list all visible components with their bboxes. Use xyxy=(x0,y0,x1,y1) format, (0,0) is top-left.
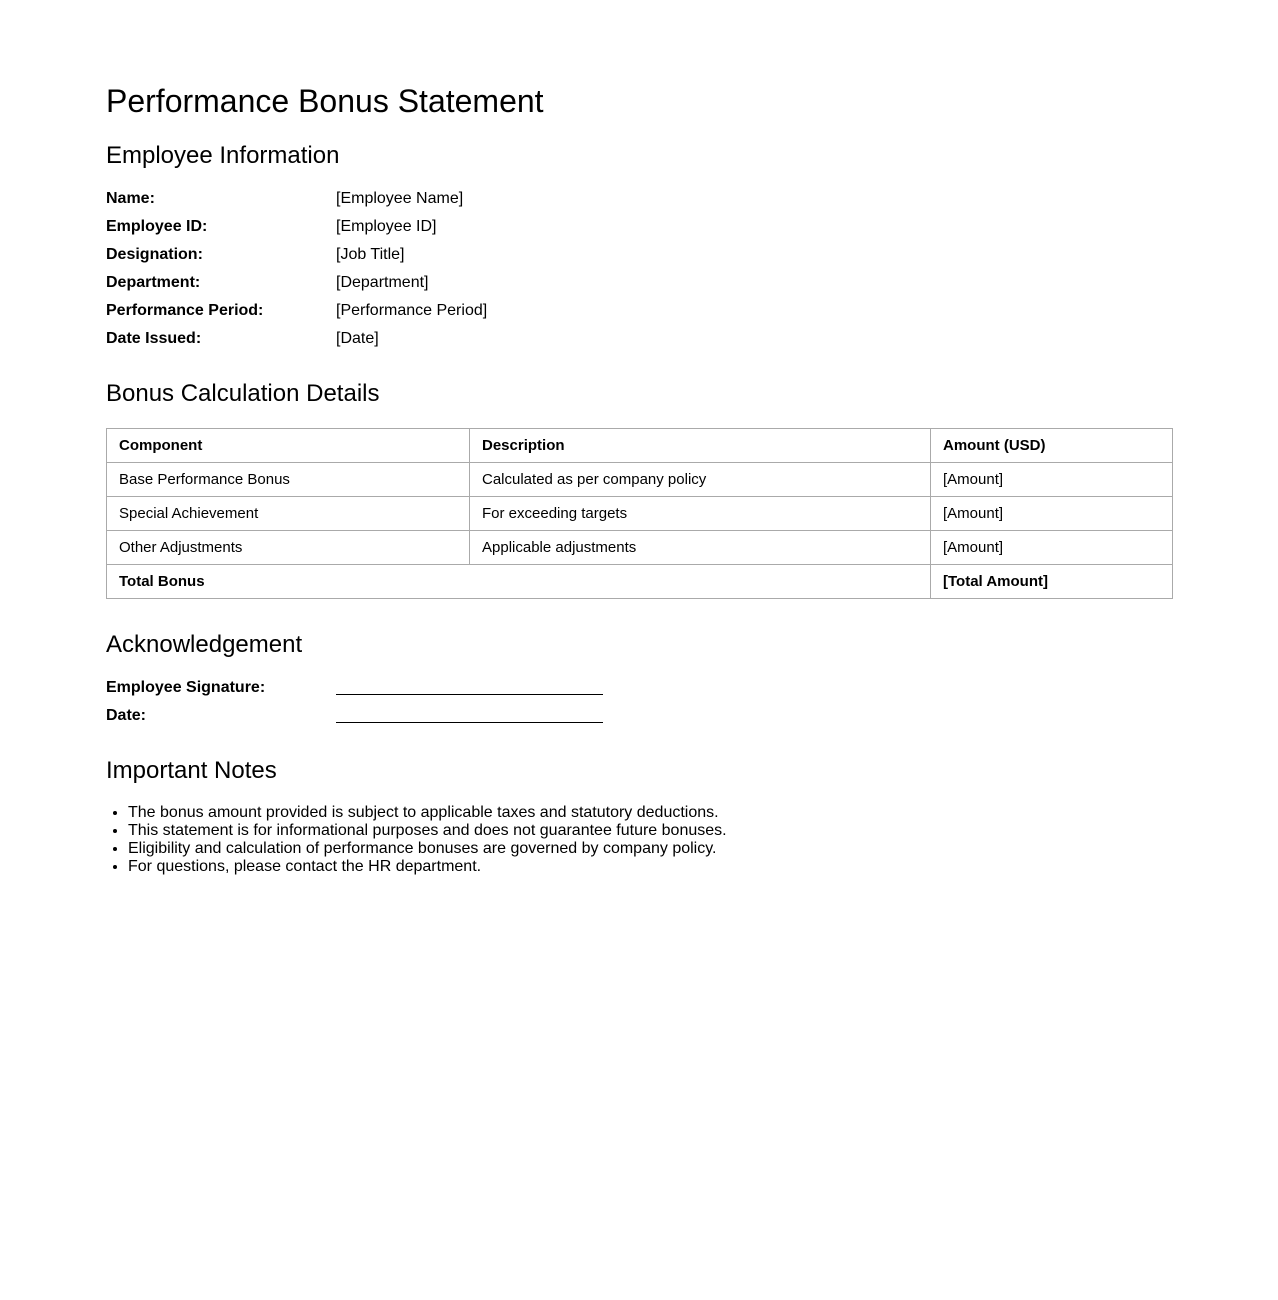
info-value: [Job Title] xyxy=(336,246,405,263)
signature-label: Employee Signature: xyxy=(106,679,266,696)
info-label: Name: xyxy=(106,190,155,207)
info-label: Department: xyxy=(106,274,201,291)
info-row-date-issued xyxy=(106,329,706,357)
table-cell-description: Applicable adjustments xyxy=(470,531,931,565)
info-label: Performance Period: xyxy=(106,302,264,319)
info-value: [Performance Period] xyxy=(336,302,488,319)
table-cell-component: Base Performance Bonus xyxy=(107,463,470,497)
list-item: • Eligibility and calculation of performance bonuses are governed by company policy. xyxy=(128,840,727,858)
table-cell-amount: [Amount] xyxy=(931,497,1173,531)
table-row xyxy=(107,463,1173,497)
info-label: Employee ID: xyxy=(106,218,208,235)
employee-info-heading: Employee Information xyxy=(106,142,340,169)
table-cell-description: For exceeding targets xyxy=(470,497,931,531)
total-label: Total Bonus xyxy=(107,565,931,599)
list-item: • For questions, please contact the HR department. xyxy=(128,858,727,876)
info-row-department xyxy=(106,273,706,301)
date-line xyxy=(336,722,603,723)
info-row-performance-period xyxy=(106,301,706,329)
table-cell-component: Special Achievement xyxy=(107,497,470,531)
table-header-row xyxy=(107,429,1173,463)
table-total-row xyxy=(107,565,1173,599)
total-value: [Total Amount] xyxy=(931,565,1173,599)
column-header-component: Component xyxy=(107,429,470,463)
table-cell-component: Other Adjustments xyxy=(107,531,470,565)
page-title: Performance Bonus Statement xyxy=(106,83,544,119)
notes-list xyxy=(106,804,727,876)
date-label: Date: xyxy=(106,707,147,724)
column-header-amount: Amount (USD) xyxy=(931,429,1173,463)
table-row xyxy=(107,497,1173,531)
info-value: [Employee Name] xyxy=(336,190,464,207)
bonus-table xyxy=(106,428,1173,599)
acknowledgement-heading: Acknowledgement xyxy=(106,631,303,658)
info-value: [Employee ID] xyxy=(336,218,437,235)
table-cell-description: Calculated as per company policy xyxy=(470,463,931,497)
bonus-details-heading: Bonus Calculation Details xyxy=(106,380,380,407)
ack-date-row xyxy=(106,706,706,734)
info-row-name xyxy=(106,189,706,217)
info-value: [Date] xyxy=(336,330,379,347)
info-row-employee-id xyxy=(106,217,706,245)
list-item: • The bonus amount provided is subject to applicable taxes and statutory deductions. xyxy=(128,804,727,822)
table-row xyxy=(107,531,1173,565)
table-cell-amount: [Amount] xyxy=(931,463,1173,497)
info-row-designation xyxy=(106,245,706,273)
signature-row xyxy=(106,678,706,706)
column-header-description: Description xyxy=(470,429,931,463)
info-value: [Department] xyxy=(336,274,429,291)
signature-line xyxy=(336,694,603,695)
info-label: Date Issued: xyxy=(106,330,202,347)
notes-heading: Important Notes xyxy=(106,757,277,784)
info-label: Designation: xyxy=(106,246,203,263)
list-item: • This statement is for informational purposes and does not guarantee future bonuses. xyxy=(128,822,727,840)
table-cell-amount: [Amount] xyxy=(931,531,1173,565)
